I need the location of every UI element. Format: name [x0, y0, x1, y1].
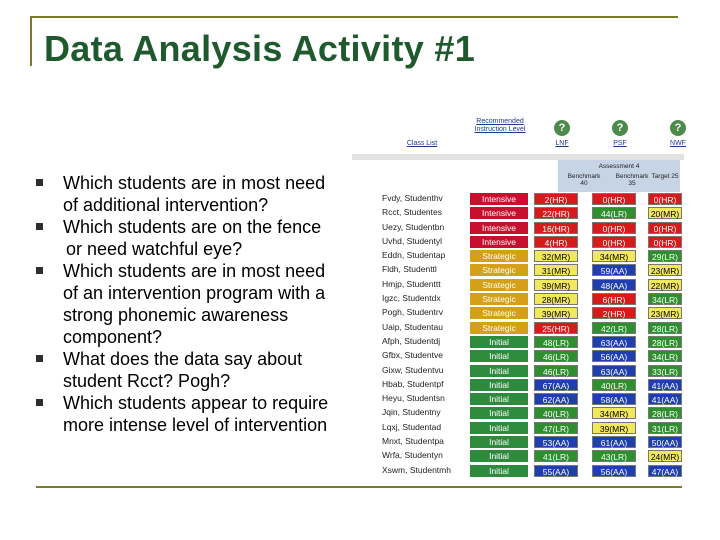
instruction-level-badge: Initial: [470, 436, 528, 448]
score-cell: 48(LR): [534, 336, 578, 348]
score-cell: 20(MR): [648, 207, 682, 219]
instruction-level-badge: Initial: [470, 365, 528, 377]
target-25-header: Target 25: [651, 173, 679, 180]
slide-title: Data Analysis Activity #1: [44, 28, 476, 69]
question-text: Which students are on the fence: [63, 217, 322, 237]
score-cell: 53(AA): [534, 436, 578, 448]
instruction-level-badge: Strategic: [470, 293, 528, 305]
question-text: Which students appear to require: [63, 393, 329, 413]
score-cell: 2(HR): [592, 307, 636, 319]
score-cell: 63(AA): [592, 336, 636, 348]
question-2: [34, 216, 364, 260]
score-cell: 50(AA): [648, 436, 682, 448]
score-cell: 34(MR): [592, 250, 636, 262]
table-row: [352, 221, 684, 235]
score-cell: 34(MR): [592, 407, 636, 419]
student-name[interactable]: Mnxt, Studentpa: [382, 436, 444, 447]
frame-left-rule: [30, 16, 32, 66]
score-cell: 23(MR): [648, 264, 682, 276]
score-cell: 28(LR): [648, 407, 682, 419]
question-text: more intense level of intervention: [63, 415, 328, 435]
instruction-level-badge: Strategic: [470, 264, 528, 276]
question-4: [34, 348, 364, 392]
score-cell: 4(HR): [534, 236, 578, 248]
score-cell: 29(LR): [648, 250, 682, 262]
student-name[interactable]: Pogh, Studentrv: [382, 307, 443, 318]
score-cell: 43(LR): [592, 450, 636, 462]
instruction-level-badge: Strategic: [470, 307, 528, 319]
score-cell: 24(MR): [648, 450, 682, 462]
table-row: [352, 464, 684, 478]
score-cell: 67(AA): [534, 379, 578, 391]
student-name[interactable]: Fvdy, Studenthv: [382, 193, 443, 203]
score-cell: 56(AA): [592, 350, 636, 362]
student-name[interactable]: Heyu, Studentsn: [382, 393, 445, 404]
score-cell: 0(HR): [592, 236, 636, 248]
instruction-level-badge: Initial: [470, 393, 528, 405]
benchmark-35-header: Benchmark 35: [615, 173, 649, 187]
score-cell: 40(LR): [592, 379, 636, 391]
student-name[interactable]: Rcct, Studentes: [382, 207, 443, 218]
student-name[interactable]: Hbab, Studentpf: [382, 378, 444, 389]
question-text: of additional intervention?: [63, 195, 269, 215]
instruction-level-badge: Strategic: [470, 250, 528, 262]
score-cell: 39(MR): [534, 307, 578, 319]
score-cell: 22(MR): [648, 279, 682, 291]
student-data-table-image: [352, 98, 684, 484]
instruction-level-badge: Intensive: [470, 207, 528, 219]
instruction-level-badge: Initial: [470, 407, 528, 419]
table-row: [352, 449, 684, 463]
instruction-level-badge: Intensive: [470, 222, 528, 234]
assessment-title: Assessment 4: [598, 163, 640, 170]
score-cell: 48(AA): [592, 279, 636, 291]
score-cell: 33(LR): [648, 365, 682, 377]
bullet-square-icon: [36, 223, 43, 230]
table-row: [352, 263, 684, 277]
score-cell: 28(MR): [534, 293, 578, 305]
score-cell: 16(HR): [534, 222, 578, 234]
score-cell: 28(LR): [648, 336, 682, 348]
question-list: [34, 172, 364, 436]
score-cell: 63(AA): [592, 365, 636, 377]
class-list-header[interactable]: Class List: [406, 140, 438, 147]
score-cell: 46(LR): [534, 350, 578, 362]
student-name[interactable]: Lqxj, Studentad: [382, 421, 442, 432]
student-name[interactable]: Afph, Studentdj: [382, 335, 441, 346]
score-cell: 25(HR): [534, 322, 578, 334]
score-cell: 0(HR): [648, 193, 682, 205]
instruction-level-badge: Intensive: [470, 236, 528, 248]
student-name[interactable]: Igzc, Studentdx: [382, 293, 441, 304]
score-cell: 62(AA): [534, 393, 578, 405]
benchmark-40-header: Benchmark 40: [567, 173, 601, 187]
student-name[interactable]: Wrfa, Studentyn: [382, 450, 443, 461]
table-row: [352, 292, 684, 306]
instruction-level-badge: Intensive: [470, 193, 528, 205]
recommended-header[interactable]: Recommended Instruction Level: [474, 118, 526, 133]
student-name[interactable]: Uaip, Studentau: [382, 321, 443, 332]
student-name[interactable]: Gixw, Studentvu: [382, 364, 444, 375]
bullet-square-icon: [36, 267, 43, 274]
question-text: What does the data say about: [63, 349, 303, 369]
table-row: [352, 192, 684, 206]
question-text: of an intervention program with a: [63, 283, 326, 303]
student-name[interactable]: Uezy, Studentbn: [382, 221, 445, 232]
lnf-header[interactable]: LNF: [555, 140, 569, 147]
score-cell: 61(AA): [592, 436, 636, 448]
bullet-square-icon: [36, 179, 43, 186]
question-text: component?: [63, 327, 163, 347]
score-cell: 42(LR): [592, 322, 636, 334]
table-row: [352, 392, 684, 406]
score-cell: 31(MR): [534, 264, 578, 276]
score-cell: 0(HR): [648, 222, 682, 234]
student-name[interactable]: Xswm, Studentmh: [382, 464, 451, 475]
score-cell: 59(AA): [592, 264, 636, 276]
table-row: [352, 378, 684, 392]
score-cell: 47(LR): [534, 422, 578, 434]
nwf-header[interactable]: NWF: [670, 140, 686, 147]
question-text: strong phonemic awareness: [63, 305, 289, 325]
student-name[interactable]: Eddn, Studentap: [382, 250, 446, 261]
instruction-level-badge: Initial: [470, 450, 528, 462]
table-row: [352, 206, 684, 220]
question-text: or need watchful eye?: [66, 239, 243, 259]
bullet-square-icon: [36, 355, 43, 362]
table-row: [352, 306, 684, 320]
score-cell: 55(AA): [534, 465, 578, 477]
student-name[interactable]: Gfbx, Studentve: [382, 350, 443, 361]
score-cell: 40(LR): [534, 407, 578, 419]
score-cell: 6(HR): [592, 293, 636, 305]
instruction-level-badge: Initial: [470, 336, 528, 348]
score-cell: 0(HR): [592, 193, 636, 205]
student-name[interactable]: Uvhd, Studentyl: [382, 235, 443, 246]
score-cell: 2(HR): [534, 193, 578, 205]
score-cell: 46(LR): [534, 365, 578, 377]
help-icon[interactable]: ?: [612, 120, 628, 136]
score-cell: 0(HR): [648, 236, 682, 248]
table-row: [352, 278, 684, 292]
score-cell: 34(LR): [648, 350, 682, 362]
table-row: [352, 349, 684, 363]
table-row: [352, 235, 684, 249]
score-cell: 0(HR): [592, 222, 636, 234]
help-icon[interactable]: ?: [554, 120, 570, 136]
score-cell: 34(LR): [648, 293, 682, 305]
table-row: [352, 321, 684, 335]
score-cell: 31(LR): [648, 422, 682, 434]
score-cell: 39(MR): [534, 279, 578, 291]
psf-header[interactable]: PSF: [613, 140, 627, 147]
table-row: [352, 421, 684, 435]
frame-bottom-rule: [36, 486, 682, 488]
table-row: [352, 406, 684, 420]
question-5: [34, 392, 364, 436]
score-cell: 39(MR): [592, 422, 636, 434]
table-row: [352, 435, 684, 449]
score-cell: 44(LR): [592, 207, 636, 219]
score-cell: 56(AA): [592, 465, 636, 477]
table-row: [352, 364, 684, 378]
instruction-level-badge: Initial: [470, 422, 528, 434]
score-cell: 41(LR): [534, 450, 578, 462]
instruction-level-badge: Strategic: [470, 322, 528, 334]
instruction-level-badge: Initial: [470, 465, 528, 477]
instruction-level-badge: Initial: [470, 379, 528, 391]
score-cell: 41(AA): [648, 379, 682, 391]
score-cell: 32(MR): [534, 250, 578, 262]
score-cell: 58(AA): [592, 393, 636, 405]
score-cell: 23(MR): [648, 307, 682, 319]
score-cell: 22(HR): [534, 207, 578, 219]
score-cell: 41(AA): [648, 393, 682, 405]
score-cell: 28(LR): [648, 322, 682, 334]
student-name[interactable]: Hmjp, Studenttt: [382, 278, 441, 289]
student-name[interactable]: Jqin, Studentny: [382, 407, 441, 418]
table-row: [352, 249, 684, 263]
question-1: [34, 172, 364, 216]
help-icon[interactable]: ?: [670, 120, 686, 136]
question-text: student Rcct? Pogh?: [63, 371, 231, 391]
bullet-square-icon: [36, 399, 43, 406]
question-3: [34, 260, 364, 348]
score-cell: 47(AA): [648, 465, 682, 477]
student-name[interactable]: Fldh, Studenttl: [382, 264, 437, 275]
table-row: [352, 335, 684, 349]
student-rows: [352, 192, 684, 478]
question-text: Which students are in most need: [63, 261, 326, 281]
instruction-level-badge: Initial: [470, 350, 528, 362]
instruction-level-badge: Strategic: [470, 279, 528, 291]
frame-top-rule: [30, 16, 678, 18]
question-text: Which students are in most need: [63, 173, 326, 193]
